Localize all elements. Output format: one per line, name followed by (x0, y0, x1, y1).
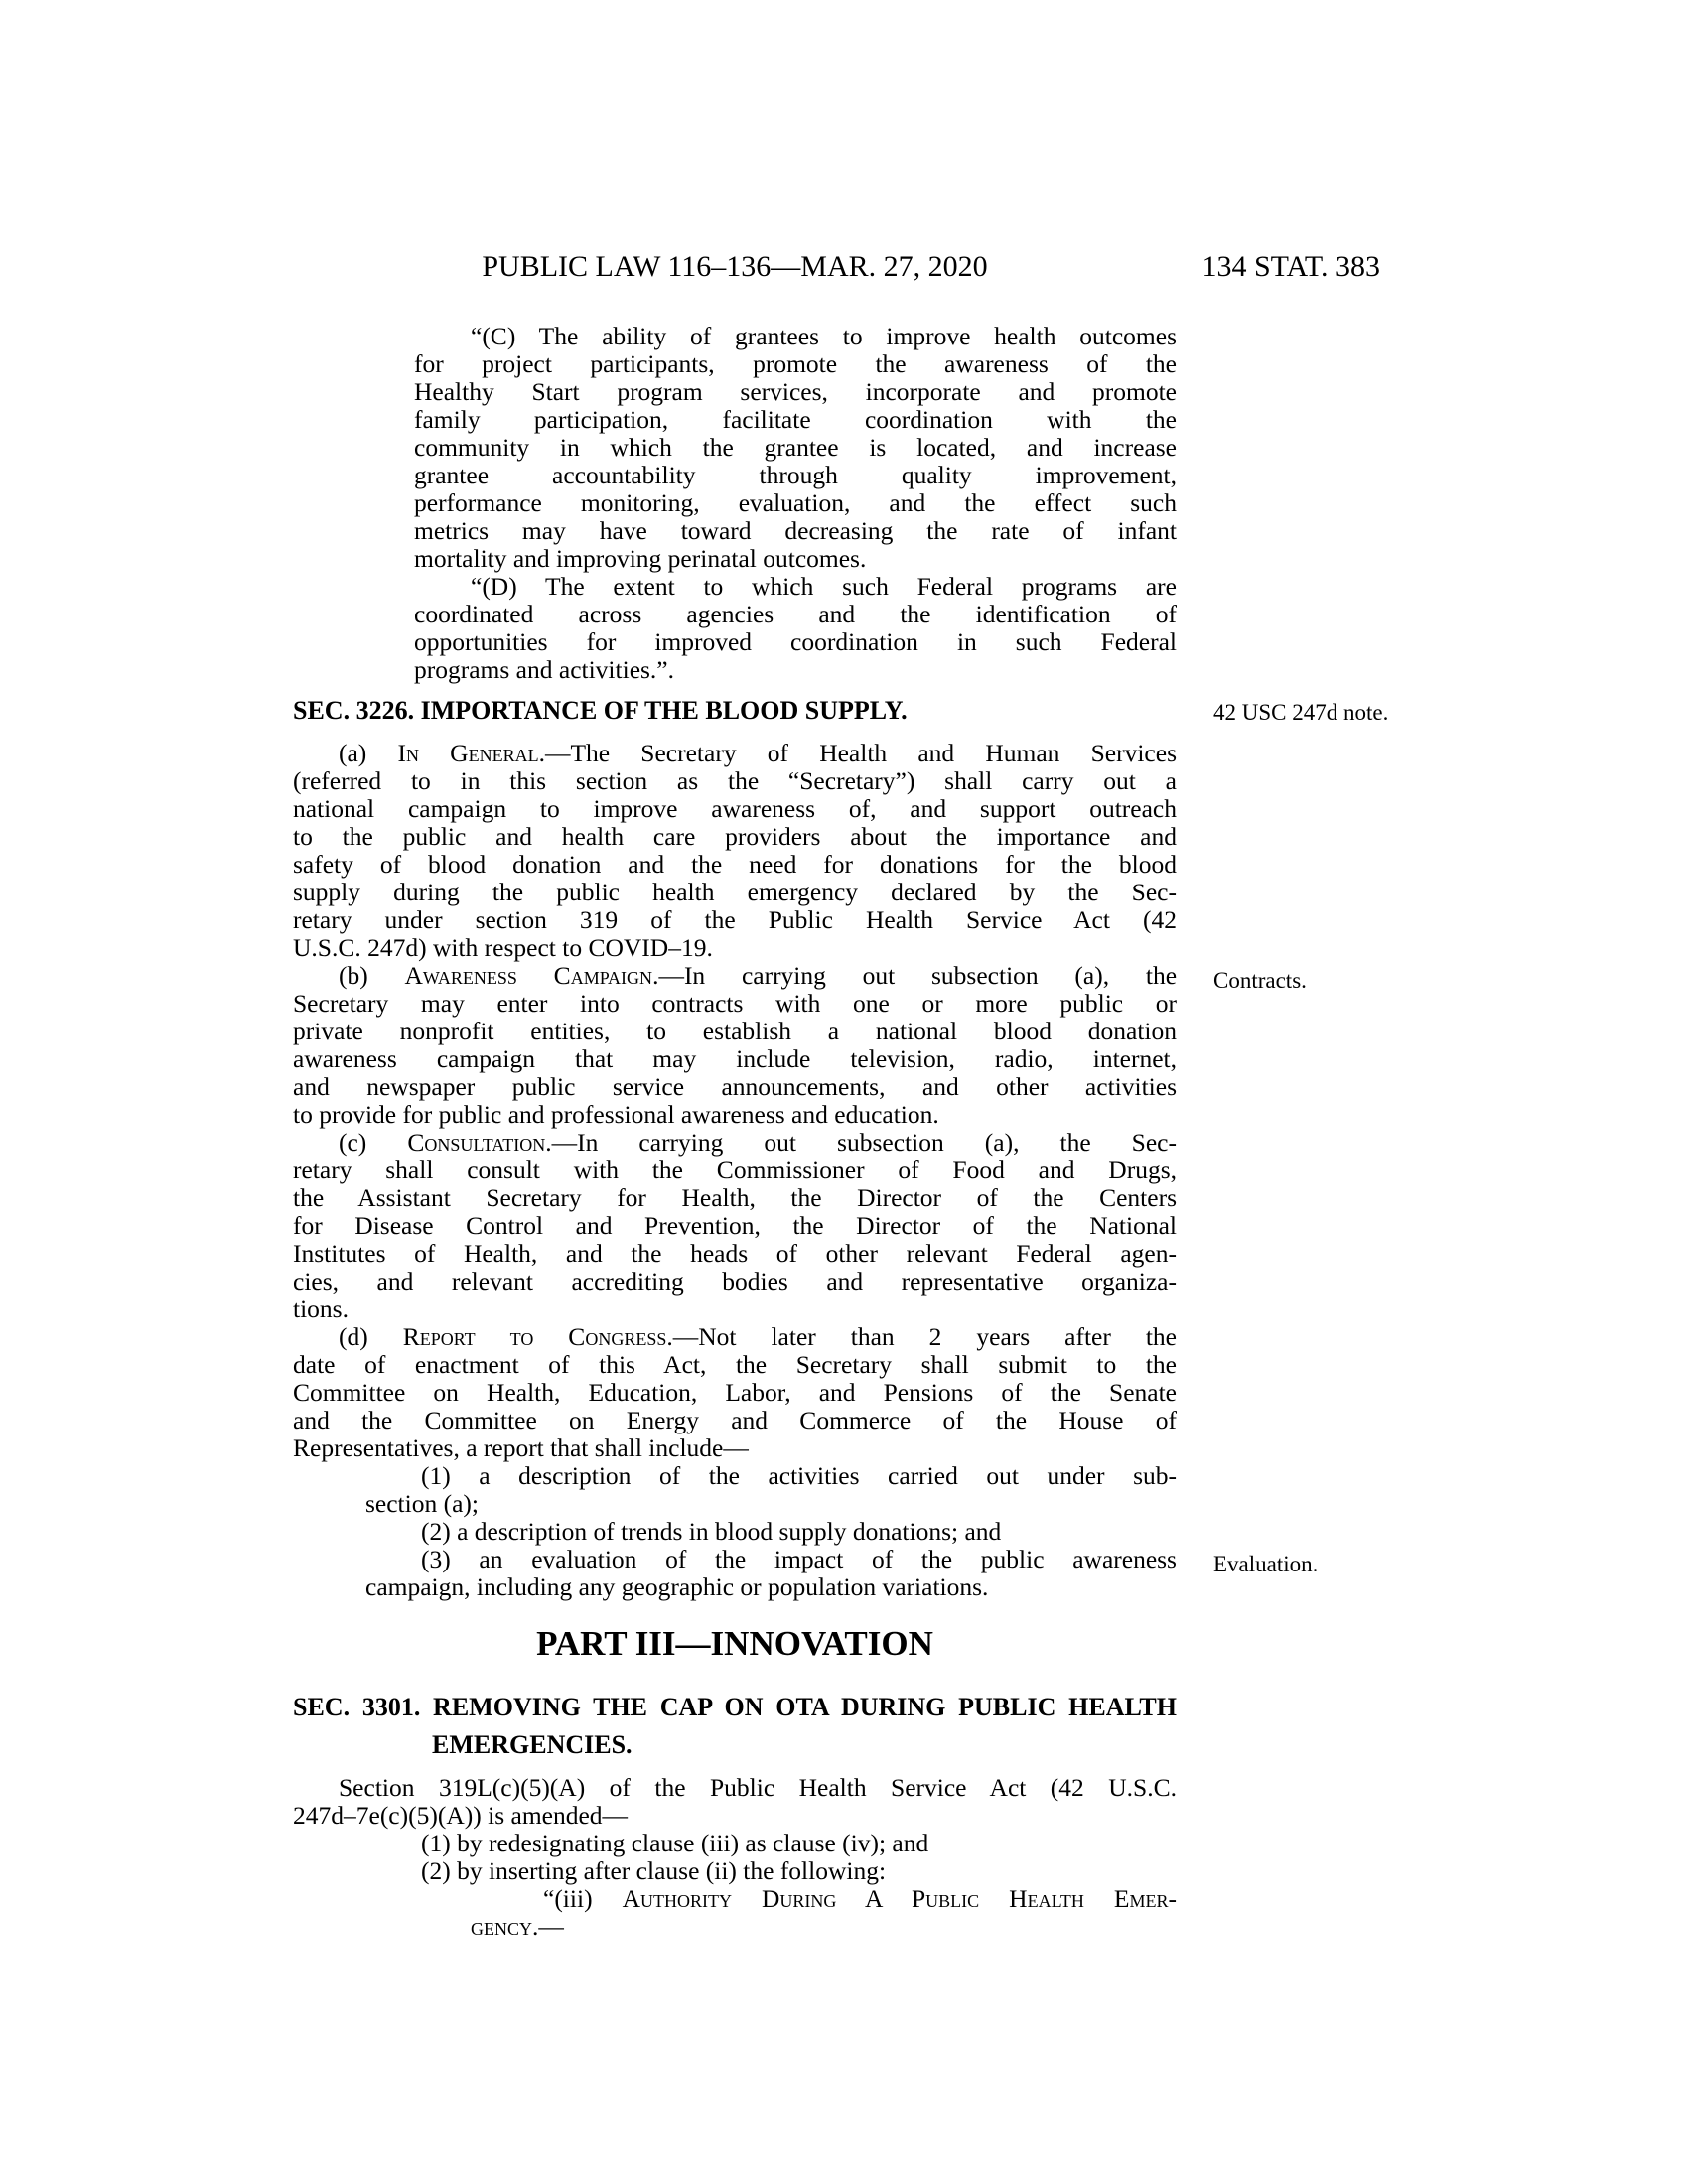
text-line: (3) an evaluation of the impact of the public awareness (421, 1545, 1177, 1573)
text-line: Healthy Start program services, incorporate and promote (414, 377, 1177, 406)
amendment-item-2 (365, 1857, 1177, 1885)
text-line: national campaign to improve awareness of, and support outreach (293, 794, 1177, 823)
report-item-2 (365, 1518, 1177, 1546)
text-line: Section 319L(c)(5)(A) of the Public Health Service Act (42 U.S.C. (339, 1773, 1177, 1802)
subsection-a-in-general (293, 740, 1177, 962)
text-line: campaign, including any geographic or population variations. (365, 1572, 989, 1601)
text-line: mortality and improving perinatal outcomes. (414, 544, 867, 573)
text-line (293, 1323, 1177, 1351)
text-line: grantee accountability through quality improvement, (414, 461, 1177, 489)
text-line: opportunities for improved coordination in such Federal (414, 627, 1177, 656)
text-line: cies, and relevant accrediting bodies and representative organiza- (293, 1267, 1177, 1296)
statute-text-column (293, 323, 1177, 1941)
text-line: (1) a description of the activities carried out under sub- (421, 1461, 1177, 1490)
text-line (471, 1913, 1177, 1941)
text-line: retary under section 319 of the Public Health Service Act (42 (293, 905, 1177, 934)
subsection-b-awareness-campaign (293, 962, 1177, 1129)
text-run: (a) (339, 739, 398, 767)
quoted-clause-iii (471, 1885, 1177, 1941)
small-caps-run: Report to Congress (402, 1322, 667, 1351)
small-caps-run: Authority During A Public Health Emer- (622, 1884, 1177, 1913)
section-3226-heading (293, 697, 1177, 725)
text-line: tions. (293, 1295, 349, 1323)
text-line: the Assistant Secretary for Health, the Director of the Centers (293, 1183, 1177, 1212)
text-line: to the public and health care providers about the importance and (293, 822, 1177, 851)
text-line: date of enactment of this Act, the Secretary shall submit to the (293, 1350, 1177, 1379)
text-line: and the Committee on Energy and Commerce of the House of (293, 1406, 1177, 1434)
text-run: .—In carrying out subsection (a), the (652, 961, 1178, 990)
text-line: family participation, facilitate coordination with the (414, 405, 1177, 434)
text-line: SEC. 3226. IMPORTANCE OF THE BLOOD SUPPLY. (293, 696, 908, 725)
text-run: .—The Secretary of Health and Human Services (538, 739, 1177, 767)
text-line: (2) by inserting after clause (ii) the following: (421, 1856, 887, 1885)
text-line: community in which the grantee is located, and increase (414, 433, 1177, 462)
text-run: .— (532, 1912, 564, 1941)
text-line: and newspaper public service announcements, and other activities (293, 1072, 1177, 1101)
text-line: supply during the public health emergency declared by the Sec- (293, 878, 1177, 906)
text-line: private nonprofit entities, to establish a national blood donation (293, 1017, 1177, 1045)
text-line: to provide for public and professional awareness and education. (293, 1100, 939, 1129)
text-run: .—Not later than 2 years after the (666, 1322, 1178, 1351)
subsection-c-consultation (293, 1129, 1177, 1323)
text-line: awareness campaign that may include television, radio, internet, (293, 1044, 1177, 1073)
text-line: section (a); (365, 1489, 479, 1518)
text-line: “(D) The extent to which such Federal programs are (471, 572, 1177, 601)
text-run: .—In carrying out subsection (a), the Sec- (545, 1128, 1177, 1157)
small-caps-run: Consultation (407, 1128, 546, 1157)
text-line: Institutes of Health, and the heads of other relevant Federal agen- (293, 1239, 1177, 1268)
report-item-3 (365, 1546, 1177, 1601)
part-iii-heading (293, 1624, 1177, 1664)
text-line: metrics may have toward decreasing the rate of infant (414, 516, 1177, 545)
text-line: 247d–7e(c)(5)(A)) is amended— (293, 1801, 629, 1830)
small-caps-run: Awareness Campaign (404, 961, 653, 990)
text-line: for Disease Control and Prevention, the Director of the National (293, 1211, 1177, 1240)
text-line: safety of blood donation and the need for donations for the blood (293, 850, 1177, 879)
subsection-d-report-to-congress (293, 1323, 1177, 1462)
running-header-title: PUBLIC LAW 116–136—MAR. 27, 2020 (482, 250, 988, 283)
text-line (293, 1129, 1177, 1157)
text-run: (c) (339, 1128, 408, 1157)
text-line: PART III—INNOVATION (536, 1624, 933, 1663)
text-line: U.S.C. 247d) with respect to COVID–19. (293, 933, 713, 962)
small-caps-run: In General (397, 739, 539, 767)
text-line (293, 962, 1177, 990)
running-header-stat-page: 134 STAT. 383 (1201, 250, 1380, 283)
quoted-subparagraph-C (414, 323, 1177, 573)
text-line: (referred to in this section as the “Secretary”) shall carry out a (293, 766, 1177, 795)
small-caps-run: gency (471, 1912, 532, 1941)
text-line: Representatives, a report that shall include— (293, 1433, 749, 1462)
text-line: Secretary may enter into contracts with one or more public or (293, 989, 1177, 1018)
text-line: coordinated across agencies and the identification of (414, 600, 1177, 628)
report-item-1 (365, 1462, 1177, 1518)
text-run: (b) (339, 961, 405, 990)
margin-note-usc-citation: 42 USC 247d note. (1213, 700, 1389, 725)
margin-note-evaluation: Evaluation. (1213, 1552, 1319, 1576)
quoted-subparagraph-D (414, 573, 1177, 684)
section-3301-heading (293, 1689, 1177, 1764)
text-line: “(C) The ability of grantees to improve health outcomes (471, 322, 1177, 350)
text-line: EMERGENCIES. (432, 1730, 633, 1759)
text-line: (1) by redesignating clause (iii) as clause (iv); and (421, 1829, 929, 1857)
text-line (471, 1885, 1177, 1913)
amendment-item-1 (365, 1830, 1177, 1857)
text-line: programs and activities.”. (414, 655, 674, 684)
text-line: Committee on Health, Education, Labor, and Pensions of the Senate (293, 1378, 1177, 1407)
text-line: performance monitoring, evaluation, and the effect such (414, 488, 1177, 517)
margin-note-contracts: Contracts. (1213, 968, 1307, 993)
text-line: (2) a description of trends in blood supply donations; and (421, 1517, 1002, 1546)
text-line (293, 740, 1177, 767)
section-3301-intro (293, 1774, 1177, 1830)
text-line: SEC. 3301. REMOVING THE CAP ON OTA DURING PUBLIC HEALTH (293, 1693, 1177, 1721)
text-run: “(iii) (543, 1884, 623, 1913)
text-line: for project participants, promote the awareness of the (414, 349, 1177, 378)
text-line: retary shall consult with the Commissioner of Food and Drugs, (293, 1156, 1177, 1184)
text-run: (d) (339, 1322, 403, 1351)
